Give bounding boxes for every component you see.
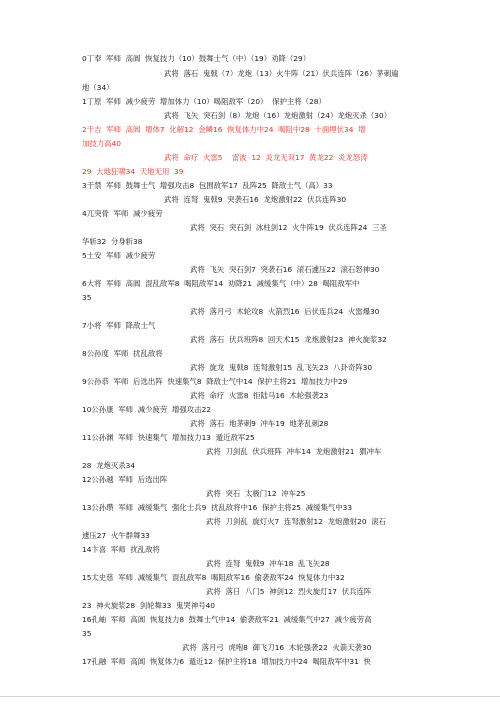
text-line: 28 龙炮灭杀34 <box>82 461 136 470</box>
text-line: 武将 连弩 鬼戟9 突袭石16 龙炮激射22 伏兵连阵30 <box>164 195 347 204</box>
text-line: 武将 突石 突石剑 冰柱剑12 火牛阵19 伏兵连阵24 三圣 <box>190 223 387 232</box>
text-line: 武将 命疗 火雷8 拒陆马16 木轮强袭23 <box>190 391 329 400</box>
text-line: 武将 突石 太极门12 冲车25 <box>206 489 306 498</box>
text-line: 6大将 军师 高阊 混乱敌军8 喝阻敌军14 劝降21 减缓集气（中）28 喝阻敌军中 <box>82 279 360 288</box>
text-line: 35 <box>82 629 92 638</box>
text-line: 7小将 军师 降敌士气 <box>82 321 156 330</box>
page-bottom-divider <box>0 696 500 697</box>
text-line: 武将 落日 八门5 神剑12 烈火旋灯17 伏兵连阵 <box>206 587 372 596</box>
text-line: 武将 旋龙 鬼戟8 连弩激射15 乱飞矢23 八卦奇阵30 <box>190 363 373 372</box>
text-line: 武将 连弩 鬼戟9 冲车18 乱飞矢28 <box>206 559 330 568</box>
text-line: 10公孙康 军师 减少疲劳 增强攻击22 <box>82 405 211 414</box>
text-line: 武将 落石 地茅刺9 冲车19 地茅乱刺28 <box>190 419 329 428</box>
text-line: 武将 落月弓 虎咆8 御飞刀16 木轮强袭22 火箭天袭30 <box>182 643 372 652</box>
text-line: 武将 落石 鬼戟（7）龙炮（13）火牛阵（21）伏兵连阵（26）茅刺遍 <box>164 69 399 78</box>
text-line: 17孔融 军师 高阊 恢复体力6 遁近12 保护主将18 增加技力中24 喝阻敌军中31 快 <box>82 657 371 666</box>
text-line: 29 大地狂啸34 天地无用 39 <box>82 167 184 176</box>
text-line: 华斩32 分身斩38 <box>82 237 143 246</box>
text-line: 地（34） <box>82 83 114 92</box>
text-line: 加技力高40 <box>82 139 121 148</box>
text-line: 16孔岫 军师 高阊 恢复技力8 鼓舞士气中14 偷袭敌军21 减缓集气中27 减少疲劳高 <box>82 615 372 624</box>
text-line: 13公孙瓒 军师 减缓集气 强化士兵9 扰乱敌将中16 保护主将25 减缓集气中33 <box>82 503 353 512</box>
text-line: 1丁原 军师 减少疲劳 增加体力（10）喝阻敌军（20） 保护主将（28） <box>82 97 326 106</box>
text-line: 3于禁 军师 鼓舞士气 增强攻击8 包围敌军17 乱阵25 降敌士气（高）33 <box>82 181 333 190</box>
text-line: 2干吉 军师 高阊 增体7 化解12 金鳞16 恢复体力中24 喝阻中28 十面埋伏34 增 <box>82 125 366 134</box>
text-line: 35 <box>82 293 92 302</box>
text-line: 遽压27 火牛群舞33 <box>82 531 150 540</box>
text-line: 11公孙渊 军师 快速集气 增加技力13 遁近敌军25 <box>82 433 255 442</box>
text-line: 9公孙恭 军师 后选出阵 快速集气8 降敌士气中14 保护主将21 增加技力中29 <box>82 377 348 386</box>
text-line: 23 神火旋浆28 剑轮舞33 鬼哭神号40 <box>82 601 216 610</box>
text-line: 武将 刀剑乱 伏兵班阵 冲车14 龙炮激射21 猬冲车 <box>206 447 382 456</box>
text-line: 武将 落石 伏兵班阵8 回天术15 龙炮激射23 神火旋浆32 <box>190 335 387 344</box>
text-line: 武将 落月弓 木轮攻8 火箭烈16 后伏连兵24 火雷爆30 <box>190 307 380 316</box>
text-line: 12公孙越 军师 后选出阵 <box>82 475 168 484</box>
text-line: 15太史慈 军师 减缓集气 混乱敌军8 喝阻敌军16 偷袭敌军24 恢复体力中32 <box>82 573 345 582</box>
text-line: 8公孙度 军师 扰乱敌将 <box>82 349 163 358</box>
text-line: 4兀突骨 军师 减少疲劳 <box>82 209 163 218</box>
text-line: 5土安 军师 减少疲劳 <box>82 251 156 260</box>
text-line: 武将 刀剑乱 旋灯火7 连弩激射12 龙炮激射20 滚石 <box>206 517 387 526</box>
text-line: 武将 飞矢 突石剑7 突袭石16 滚石遽压22 滚石怒神30 <box>190 265 380 274</box>
text-line: 0丁奉 军师 高阊 恢复技力（10）鼓舞士气（中）（19）劝降（29） <box>82 54 311 63</box>
text-line: 武将 飞矢 突石剑（8）龙炮（16）龙炮激射（24）龙炮灭杀（30） <box>164 111 392 120</box>
text-line: 武将 命疗 火雷5 雷波 12 炎龙无双17 黄龙22 炎龙怒涛 <box>164 153 368 162</box>
text-line: 14卞喜 军师 扰乱敌将 <box>82 545 160 554</box>
